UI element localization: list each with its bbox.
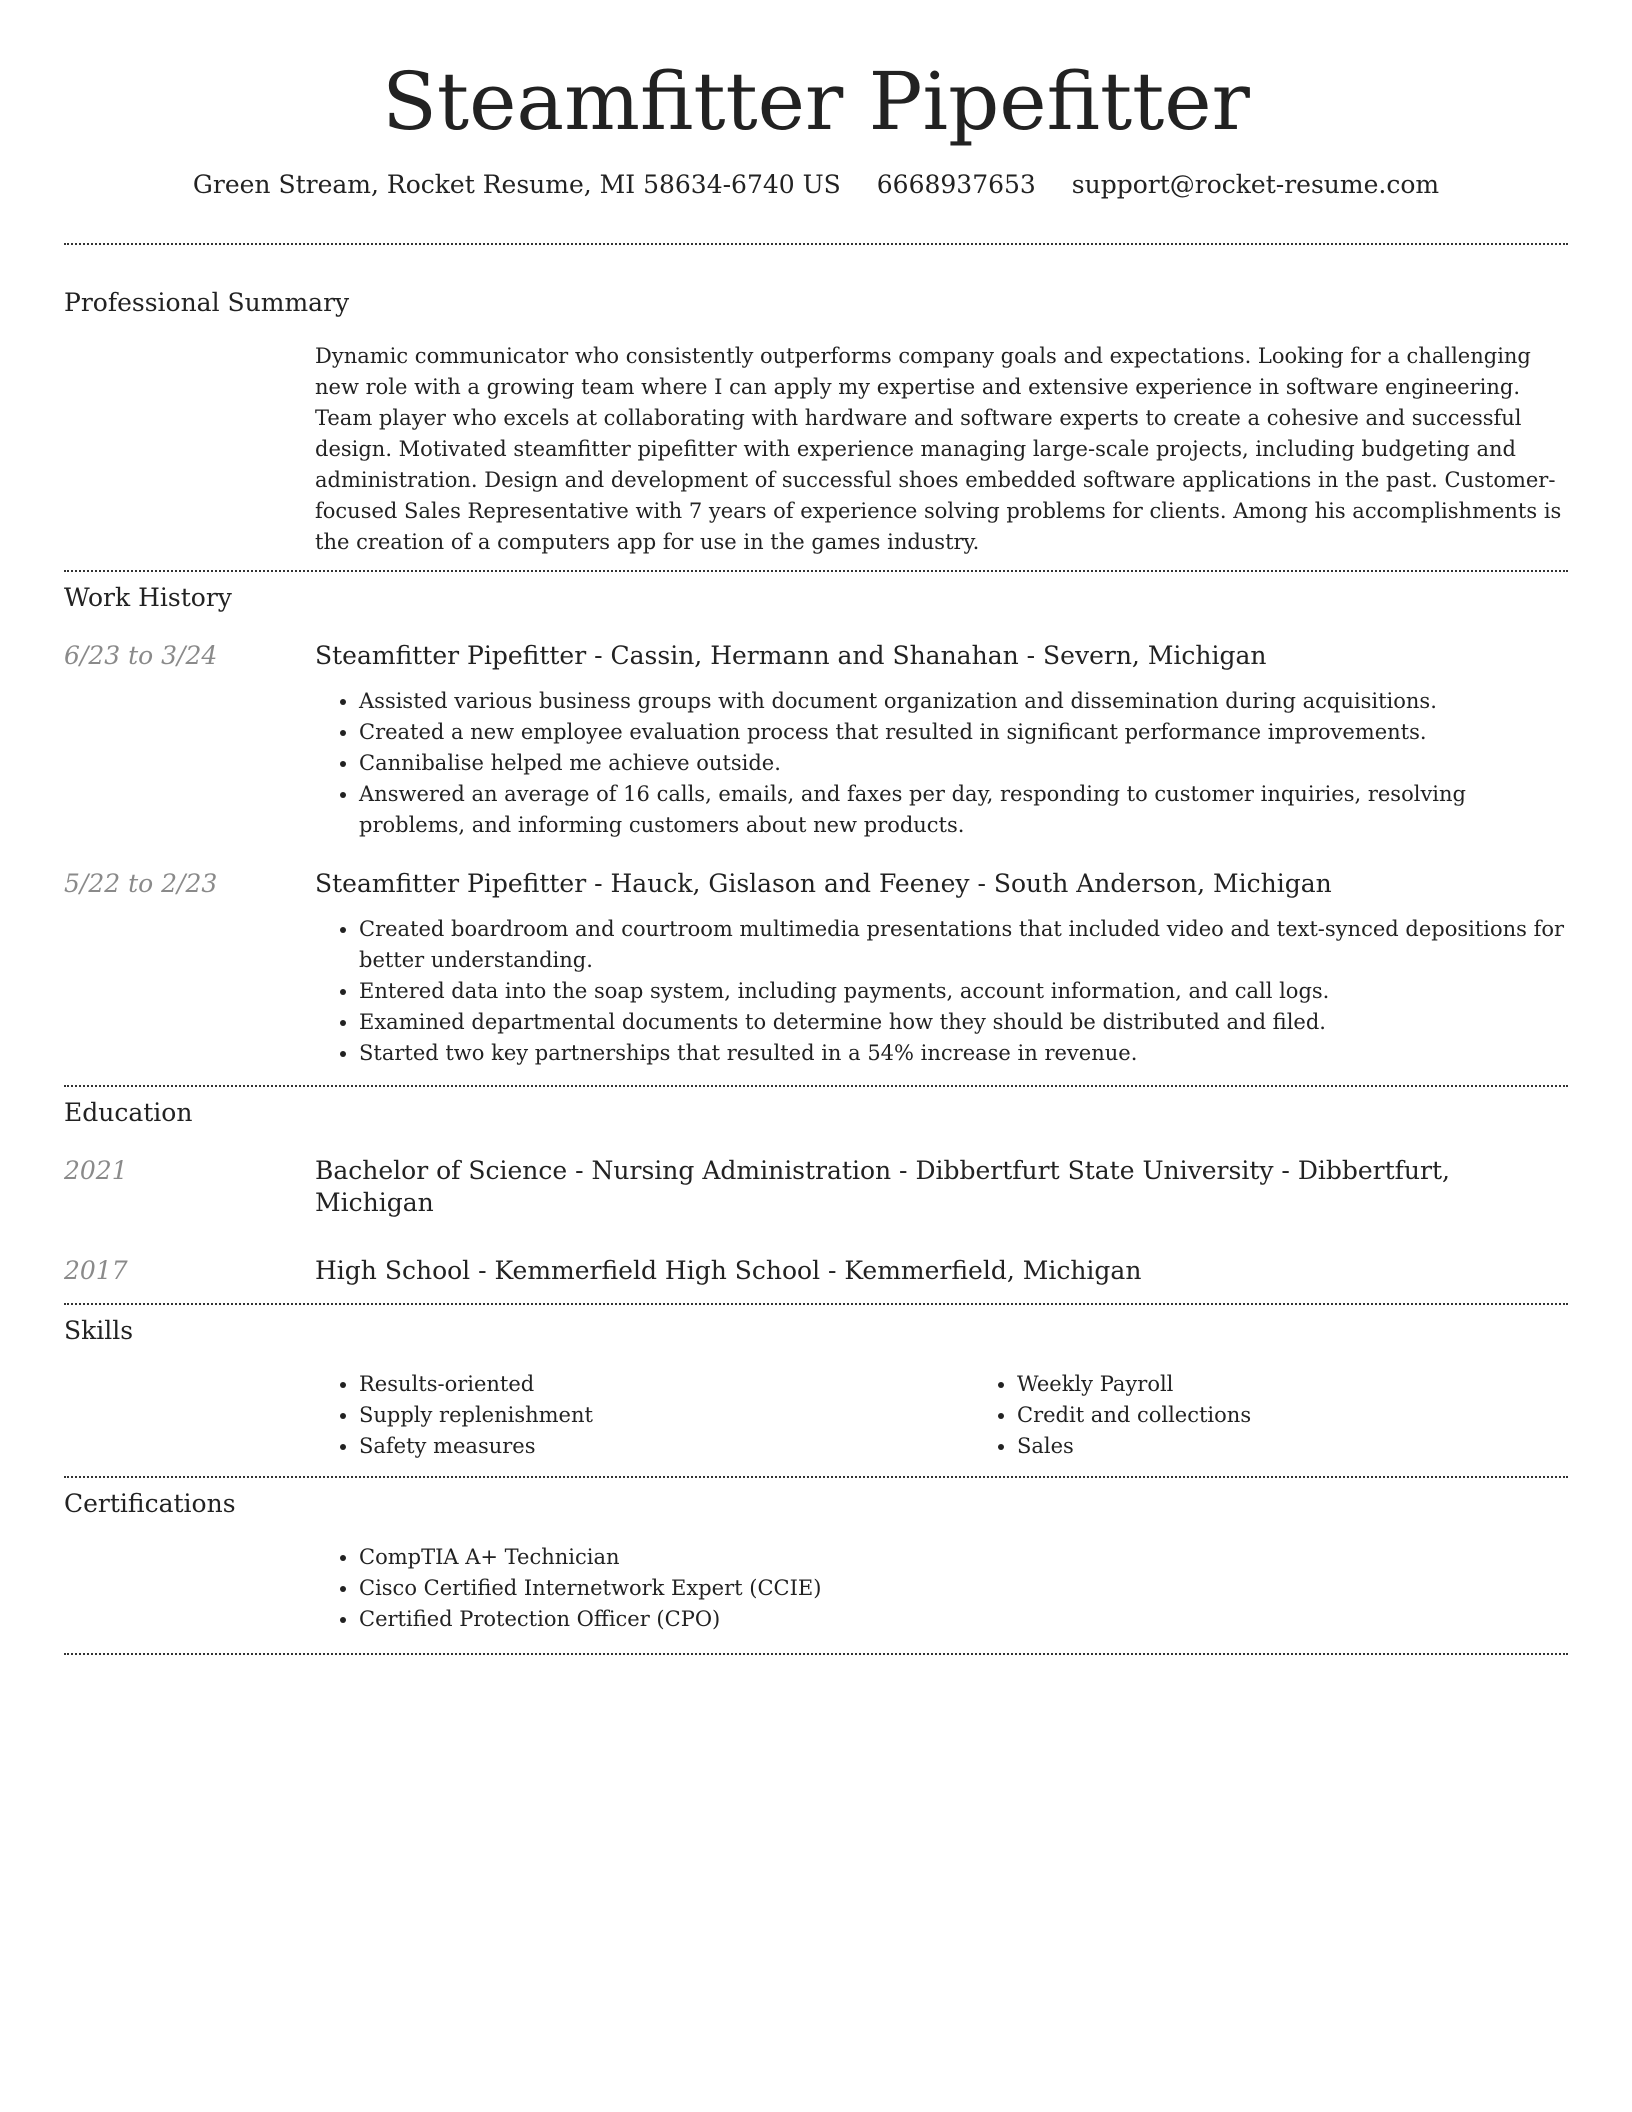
skills-list-left: [315, 1369, 973, 1462]
list-item: • Supply replenishment: [359, 1400, 973, 1431]
section-divider: [64, 243, 1568, 245]
contact-line: [64, 169, 1568, 201]
job-entry: [64, 868, 1568, 1069]
job-heading: Steamfitter Pipefitter - Cassin, Hermann and Shanahan - Severn, Michigan: [315, 641, 1267, 670]
job-bullets: [315, 914, 1568, 1069]
skills-heading: Skills: [64, 1316, 134, 1345]
education-heading: Education: [64, 1098, 193, 1127]
list-item: • Sales: [1017, 1431, 1631, 1462]
certifications-section: [64, 1488, 1568, 1635]
summary-heading: Professional Summary: [64, 288, 350, 317]
section-divider: [64, 570, 1568, 572]
certifications-body: [315, 1542, 1568, 1635]
list-item: • Results-oriented: [359, 1369, 973, 1400]
job-heading: Steamfitter Pipefitter - Hauck, Gislason and Feeney - South Anderson, Michigan: [315, 869, 1332, 898]
skills-grid: [315, 1369, 1568, 1462]
candidate-name: Steamfitter Pipefitter: [382, 55, 1250, 148]
education-heading-line: High School - Kemmerfield High School - Kemmerfield, Michigan: [315, 1256, 1142, 1285]
list-item: • Safety measures: [359, 1431, 973, 1462]
education-section: [64, 1097, 1568, 1287]
job-dates: 5/22 to 2/23: [64, 869, 218, 898]
contact-email: support@rocket-resume.com: [1071, 170, 1440, 199]
list-item: • Created a new employee evaluation process that resulted in significant performance improvements.: [359, 717, 1568, 748]
summary-section: [64, 287, 1568, 558]
job-details: [315, 868, 1568, 1069]
education-entry: [64, 1155, 1568, 1219]
certifications-list: [315, 1542, 1568, 1635]
job-dates: 6/23 to 3/24: [64, 641, 218, 670]
section-divider: [64, 1653, 1568, 1655]
education-year: 2021: [64, 1156, 128, 1185]
skills-list-right: [973, 1369, 1631, 1462]
resume-header: [64, 0, 1568, 201]
section-divider: [64, 1085, 1568, 1087]
list-item: • Certified Protection Officer (CPO): [359, 1604, 1568, 1635]
list-item: • Credit and collections: [1017, 1400, 1631, 1431]
job-bullets: [315, 686, 1568, 841]
certifications-heading: Certifications: [64, 1489, 236, 1518]
work-history-section: [64, 582, 1568, 1069]
list-item: • Answered an average of 16 calls, emails, and faxes per day, responding to customer inquiries, resolving problems, and informing customers about new products.: [359, 779, 1568, 841]
skills-section: [64, 1315, 1568, 1462]
section-divider: [64, 1476, 1568, 1478]
contact-phone: 6668937653: [876, 170, 1036, 199]
education-heading-line: Bachelor of Science - Nursing Administration - Dibbertfurt State University - Dibbertfurt, Michigan: [315, 1156, 1450, 1217]
contact-address: Green Stream, Rocket Resume, MI 58634-6740 US: [192, 170, 841, 199]
list-item: • Entered data into the soap system, including payments, account information, and call logs.: [359, 976, 1568, 1007]
resume-page: [64, 0, 1568, 1655]
list-item: • Started two key partnerships that resulted in a 54% increase in revenue.: [359, 1038, 1568, 1069]
list-item: • Weekly Payroll: [1017, 1369, 1631, 1400]
education-year: 2017: [64, 1256, 128, 1285]
list-item: • Cisco Certified Internetwork Expert (CCIE): [359, 1573, 1568, 1604]
summary-text: Dynamic communicator who consistently outperforms company goals and expectations. Looking for a challenging new role with a growing team where I can apply my expertise and extensive experience in software engineering. Team player who excels at collaborating with hardware and software experts to create a cohesive and successful design. Motivated steamfitter pipefitter with experience managing large-scale projects, including budgeting and administration. Design and development of successful shoes embedded software applications in the past. Customer-focused Sales Representative with 7 years of experience solving problems for clients. Among his accomplishments is the creation of a computers app for use in the games industry.: [315, 344, 1562, 554]
list-item: • Cannibalise helped me achieve outside.: [359, 748, 1568, 779]
education-entry: [64, 1255, 1568, 1287]
list-item: • Examined departmental documents to determine how they should be distributed and filed.: [359, 1007, 1568, 1038]
work-history-heading: Work History: [64, 583, 232, 612]
job-details: [315, 640, 1568, 841]
section-divider: [64, 1303, 1568, 1305]
list-item: • CompTIA A+ Technician: [359, 1542, 1568, 1573]
job-entry: [64, 640, 1568, 841]
list-item: • Created boardroom and courtroom multimedia presentations that included video and text-synced depositions for better understanding.: [359, 914, 1568, 976]
list-item: • Assisted various business groups with document organization and dissemination during acquisitions.: [359, 686, 1568, 717]
